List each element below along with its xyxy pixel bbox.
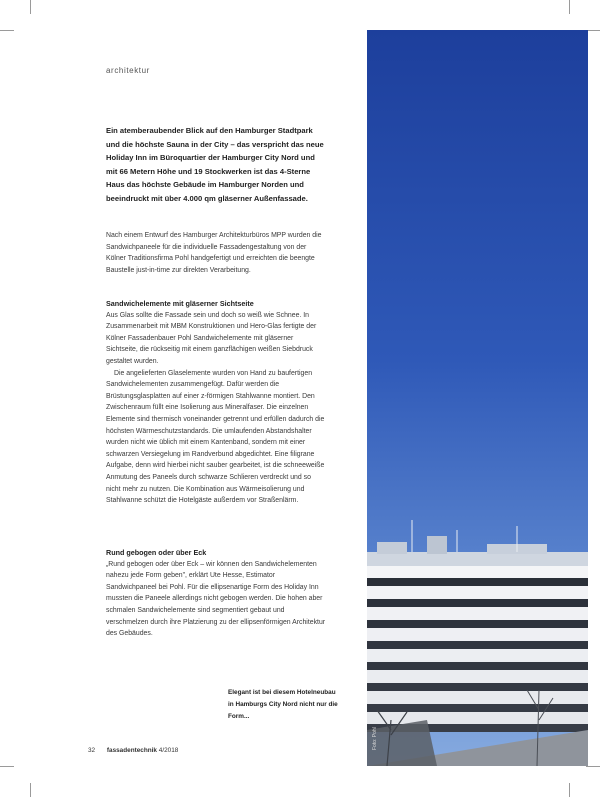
section-sandwich [106,298,326,507]
body-paragraph: Aus Glas sollte die Fassade sein und doch so weiß wie Schnee. In Zusammenarbeit mit MBM Konstruktionen und Hero-Glas fertigte der Kölner Fassadenbauer Pohl Sandwichelemente mit gläserner Sichtseite, die rückseitig mit einem ganzflächigen weißen Siebdruck gestaltet wurden. [106,311,317,365]
crop-mark [0,766,14,767]
page-number: 32 [88,747,96,754]
crop-mark [586,30,600,31]
section-label: architektur [106,66,150,75]
photo-credit: Foto: Pohl [372,727,378,750]
crop-mark [0,30,14,31]
building-photo [367,30,588,766]
crop-mark [586,766,600,767]
hotel-facade-illustration [367,30,588,766]
crop-mark [30,0,31,14]
crop-mark [30,783,31,797]
issue-number: 4/2018 [158,747,179,754]
section-round [106,547,326,640]
section-heading: Sandwichelemente mit gläserner Sichtseite [106,299,254,308]
page-footer [88,747,178,754]
magazine-name: fassadentechnik [106,747,157,754]
lead-paragraph: Ein atemberaubender Blick auf den Hamburger Stadtpark und die höchste Sauna in der City – das verspricht das neue Holiday Inn im Büroquartier der Hamburger City Nord und mit 66 Metern Höhe und 19 Stockwerken ist das 4-Sterne Haus das höchste Gebäude im Hamburger Norden und beeindruckt mit über 4.000 qm gläserner Außenfassade. [106,126,324,203]
body-paragraph: „Rund gebogen oder über Eck – wir können den Sandwichelementen nahezu jede Form geben", erklärt Ute Hesse, Estimator Sandwichpaneel bei Pohl. Für die ellipsenartige Form des Holiday Inn mussten die Paneele allerdings nicht gebogen werden. Die hohen aber schmalen Sandwichelemente sind segmentiert gebaut und verschmelzen durch ihre Platzierung zu der ellipsenförmigen Architektur des Gebäudes. [106,560,326,638]
photo-caption: Elegant ist bei diesem Hotelneubau in Hamburgs City Nord nicht nur die Form... [228,689,338,720]
section-heading: Rund gebogen oder über Eck [106,548,207,557]
crop-mark [569,0,570,14]
body-paragraph: Die angelieferten Glaselemente wurden von Hand zu baufertigen Sandwichelementen zusammengefügt. Dafür werden die Brüstungsglasplatten auf einer z-förmigen Stahlwanne montiert. Den Zwischenraum füllt eine Isolierung aus Mineralfaser. Die einzelnen Elemente sind thermisch voneinander getrennt und erfüllen dadurch die höchsten Wärmeschutzstandards. Die umlaufenden Abstandshalter wurden nicht wie üblich mit einem Kantenband, sondern mit einer schwarzen Versiegelung im Randverbund abgedichtet. Eine filigrane Aufgabe, denn wird hierbei nicht sauber gearbeitet, ist die schneeweiße Anmutung des Paneels durch schwarze Schlieren verdreckt und so nicht mehr zu nutzen. Die Kombination aus Wärmeisolierung und Stahlwanne schützt die Hotelgäste außerdem vor Straßenlärm. [106,369,325,505]
crop-mark [569,783,570,797]
intro-paragraph [106,230,326,276]
intro-text: Nach einem Entwurf des Hamburger Architekturbüros MPP wurden die Sandwichpaneele für die individuelle Fassadengestaltung von der Kölner Traditionsfirma Pohl handgefertigt und erreichten die beengte Baustelle just-in-time zur direkten Verarbeitung. [106,232,322,274]
